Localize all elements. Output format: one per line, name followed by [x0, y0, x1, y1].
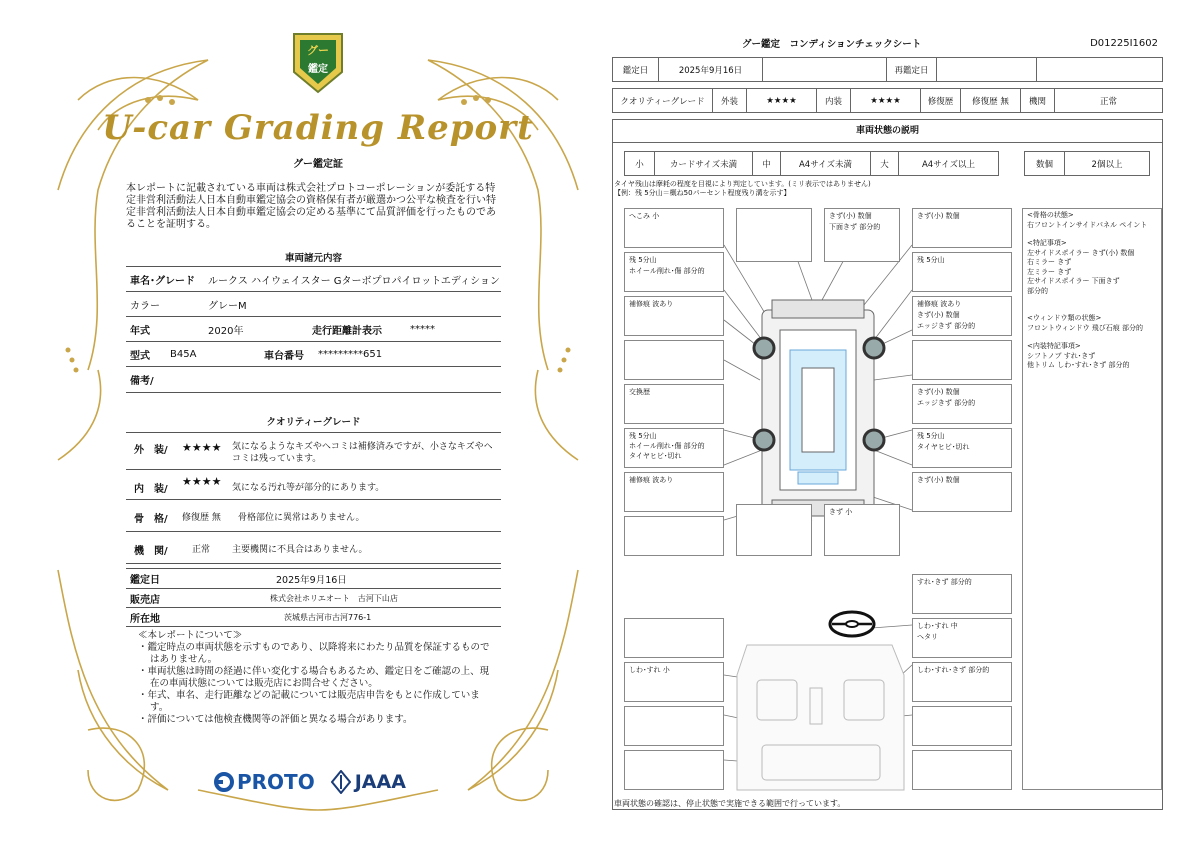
- blank-cell: [1037, 58, 1163, 82]
- sheet-code: D01225I1602: [1090, 38, 1158, 49]
- jaaa-logo: JAAA: [331, 770, 406, 794]
- size-legend-table: [624, 151, 999, 176]
- interior-notes-body: シフトノブ すれ･きず 他トリム しわ･すれ･きず 部分的: [1027, 351, 1130, 369]
- spec-label: 型式: [130, 350, 150, 362]
- blank-cell: [763, 58, 887, 82]
- grade-label: 骨 格/: [134, 514, 168, 525]
- spec-row-model: [126, 342, 501, 367]
- note-item: ・鑑定時点の車両状態を示すものであり、以降将来にわたり品質を保証するものではありません。: [138, 642, 490, 665]
- size-large-desc: A4サイズ以上: [899, 152, 999, 176]
- condition-box: [912, 750, 1012, 790]
- grade-label: 外 装/: [134, 445, 168, 456]
- spec-value: グレーM: [208, 300, 247, 312]
- report-notes: [138, 630, 498, 726]
- condition-title: 車両状態の説明: [612, 119, 1163, 143]
- condition-box: しわ･すれ･きず 部分的: [912, 662, 1012, 702]
- qg-label: クオリティーグレード: [613, 89, 713, 113]
- grade-row-exterior: [126, 432, 501, 470]
- grade-row-engine: [126, 532, 501, 564]
- tire-note: タイヤ残山は摩耗の程度を目視により判定しています。(ミリ表示ではありません): [614, 180, 871, 188]
- grade-row-frame: [126, 500, 501, 532]
- condition-box: すれ･きず 部分的: [912, 574, 1012, 614]
- special-notes-head: <特記事項>: [1027, 239, 1067, 247]
- spec-value: *********651: [318, 348, 383, 360]
- grade-row-interior: [126, 470, 501, 500]
- sheet-title: グー鑑定 コンディションチェックシート: [742, 39, 922, 50]
- int-label: 内装: [817, 89, 851, 113]
- appraisal-label: 販売店: [130, 594, 160, 606]
- condition-box: 補修痕 波あり: [624, 472, 724, 512]
- report-title: U-car Grading Report: [102, 108, 534, 148]
- spec-value: ルークス ハイウェイスター Gターボプロパイロットエディション: [208, 275, 500, 287]
- date-value: 2025年9月16日: [659, 58, 763, 82]
- spec-label: 年式: [130, 325, 150, 337]
- condition-box: 補修痕 波あり: [624, 296, 724, 336]
- grade-stars: ★★★★: [182, 475, 222, 488]
- badge-top: グー: [307, 44, 329, 57]
- quality-heading: クオリティーグレード: [266, 417, 361, 428]
- condition-check-sheet: [612, 30, 1164, 810]
- condition-box: [624, 706, 724, 746]
- re-date-value: [937, 58, 1037, 82]
- frame-state-body: 右フロントインサイドパネル ペイント: [1027, 220, 1148, 229]
- condition-box: [912, 706, 1012, 746]
- size-mid: 中: [753, 152, 781, 176]
- ext-label: 外装: [713, 89, 747, 113]
- grade-label: 内 装/: [134, 484, 168, 495]
- grade-value: 修復歴 無: [182, 513, 221, 523]
- certificate-intro: 本レポートに記載されている車両は株式会社プロトコーポレーションが委託する特定非営利活動法人日本自動車鑑定協会の資格保有者が厳選かつ公平な検査を行い特定非営利活動法人日本自動車鑑定協会の定める基準にて品質評価を行ったものであることを証明する。: [126, 183, 496, 230]
- grade-text: 主要機関に不具合はありません。: [232, 545, 368, 555]
- condition-box: 残 5分山: [912, 252, 1012, 292]
- interior-notes-head: <内装特記事項>: [1027, 342, 1081, 350]
- special-notes-body: 左サイドスポイラー きず(小) 数個 右ミラー きず 左ミラー きず 左サイドスポイラー 下面きず 部分的: [1027, 248, 1135, 295]
- spec-label: 車台番号: [264, 350, 304, 362]
- grade-text: 気になるようなキズやヘコミは補修済みですが、小さなキズやヘコミは残っています。: [232, 442, 493, 464]
- spec-row-name: [126, 266, 501, 292]
- quality-table: [612, 88, 1163, 113]
- condition-box: 残 5分山 タイヤヒビ･切れ: [912, 428, 1012, 468]
- spec-label: 走行距離計表示: [312, 325, 382, 337]
- appraisal-value: 株式会社ホリエオート 古河下山店: [270, 593, 398, 603]
- condition-box: きず(小) 数個: [912, 208, 1012, 248]
- badge-text: 鑑定: [308, 64, 328, 75]
- date-table: [612, 57, 1163, 82]
- condition-box: [912, 340, 1012, 380]
- appraisal-label: 鑑定日: [130, 575, 160, 586]
- date-label: 鑑定日: [613, 58, 659, 82]
- ext-value: ★★★★: [747, 89, 817, 113]
- window-state-head: <ウィンドウ類の状態>: [1027, 314, 1102, 322]
- size-small: 小: [625, 152, 655, 176]
- tire-example: 【例：残 5分山＝概ね50パーセント程度残り溝を示す】: [614, 189, 791, 197]
- condition-box: [624, 340, 724, 380]
- condition-box: しわ･すれ 小: [624, 662, 724, 702]
- condition-box: [736, 208, 812, 262]
- certificate-heading: グー鑑定証: [293, 159, 343, 170]
- appraisal-value: 茨城県古河市古河776-1: [284, 612, 372, 622]
- re-date-label: 再鑑定日: [887, 58, 937, 82]
- appraisal-address-row: [126, 608, 501, 627]
- count-legend-table: [1024, 151, 1150, 176]
- condition-box: きず(小) 数個: [912, 472, 1012, 512]
- note-item: ・年式、車名、走行距離などの記載については販売店申告をもとに作成しています。: [138, 690, 480, 713]
- condition-side-panel: [1022, 208, 1162, 790]
- grade-text: 骨格部位に異常はありません。: [238, 513, 365, 523]
- spec-label: 備考/: [130, 376, 154, 387]
- spec-value: B45A: [170, 348, 197, 360]
- condition-box: へこみ 小: [624, 208, 724, 248]
- grading-report-certificate: [48, 30, 588, 820]
- appraisal-label: 所在地: [130, 613, 160, 625]
- engine-value: 正常: [1055, 89, 1163, 113]
- repair-value: 修復歴 無: [961, 89, 1021, 113]
- specs-heading: 車両諸元内容: [284, 253, 342, 264]
- logos: [213, 770, 406, 794]
- note-item: ・車両状態は時間の経過に伴い変化する場合もあるため、鑑定日をご確認の上、現在の車両状態については販売店にお問合せください。: [138, 666, 490, 689]
- condition-box: きず(小) 数個 下面きず 部分的: [824, 208, 900, 262]
- condition-box: きず(小) 数個 エッジきず 部分的: [912, 384, 1012, 424]
- condition-box: [736, 504, 812, 556]
- size-small-desc: カードサイズ未満: [655, 152, 753, 176]
- spec-value: *****: [410, 323, 435, 335]
- grade-value: 正常: [192, 545, 211, 555]
- grade-stars: ★★★★: [182, 441, 222, 454]
- spec-row-remarks: [126, 367, 501, 393]
- condition-box: 交換歴: [624, 384, 724, 424]
- sheet-footer: 車両状態の確認は、停止状態で実施できる範囲で行っています。: [614, 799, 846, 808]
- engine-label: 機関: [1021, 89, 1055, 113]
- grade-text: 気になる汚れ等が部分的にあります。: [232, 483, 385, 493]
- condition-box: きず 小: [824, 504, 900, 556]
- count-desc: 2個以上: [1065, 152, 1150, 176]
- steering-wheel-icon: [830, 612, 874, 636]
- int-value: ★★★★: [851, 89, 921, 113]
- spec-value: 2020年: [208, 325, 244, 337]
- appraisal-date-row: [126, 568, 501, 589]
- window-state-body: フロントウィンドウ 飛び石痕 部分的: [1027, 323, 1144, 332]
- condition-box: [624, 750, 724, 790]
- size-large: 大: [871, 152, 899, 176]
- spec-row-color: [126, 292, 501, 317]
- repair-label: 修復歴: [921, 89, 961, 113]
- condition-box: [624, 516, 724, 556]
- spec-row-year: [126, 317, 501, 342]
- notes-title: ≪本レポートについて≫: [138, 630, 243, 641]
- frame-state-head: <骨格の状態>: [1027, 211, 1074, 219]
- appraisal-value: 2025年9月16日: [276, 574, 347, 586]
- proto-mark-icon: [213, 771, 235, 793]
- condition-box: 残 5分山 ホイール削れ･傷 部分的 タイヤヒビ･切れ: [624, 428, 724, 468]
- spec-label: カラー: [130, 300, 160, 312]
- condition-box: 補修痕 波あり きず(小) 数個 エッジきず 部分的: [912, 296, 1012, 336]
- note-item: ・評価については他検査機関等の評価と異なる場合があります。: [138, 714, 413, 725]
- condition-box: [624, 618, 724, 658]
- jaaa-mark-icon: [331, 770, 351, 794]
- condition-box: しわ･すれ 中 へタリ: [912, 618, 1012, 658]
- spec-label: 車名･グレード: [130, 275, 195, 287]
- proto-logo: PROTO: [213, 770, 315, 794]
- grade-label: 機 関/: [134, 546, 168, 557]
- size-mid-desc: A4サイズ未満: [781, 152, 871, 176]
- condition-box: 残 5分山 ホイール削れ･傷 部分的: [624, 252, 724, 292]
- count-label: 数個: [1025, 152, 1065, 176]
- appraisal-shop-row: [126, 589, 501, 608]
